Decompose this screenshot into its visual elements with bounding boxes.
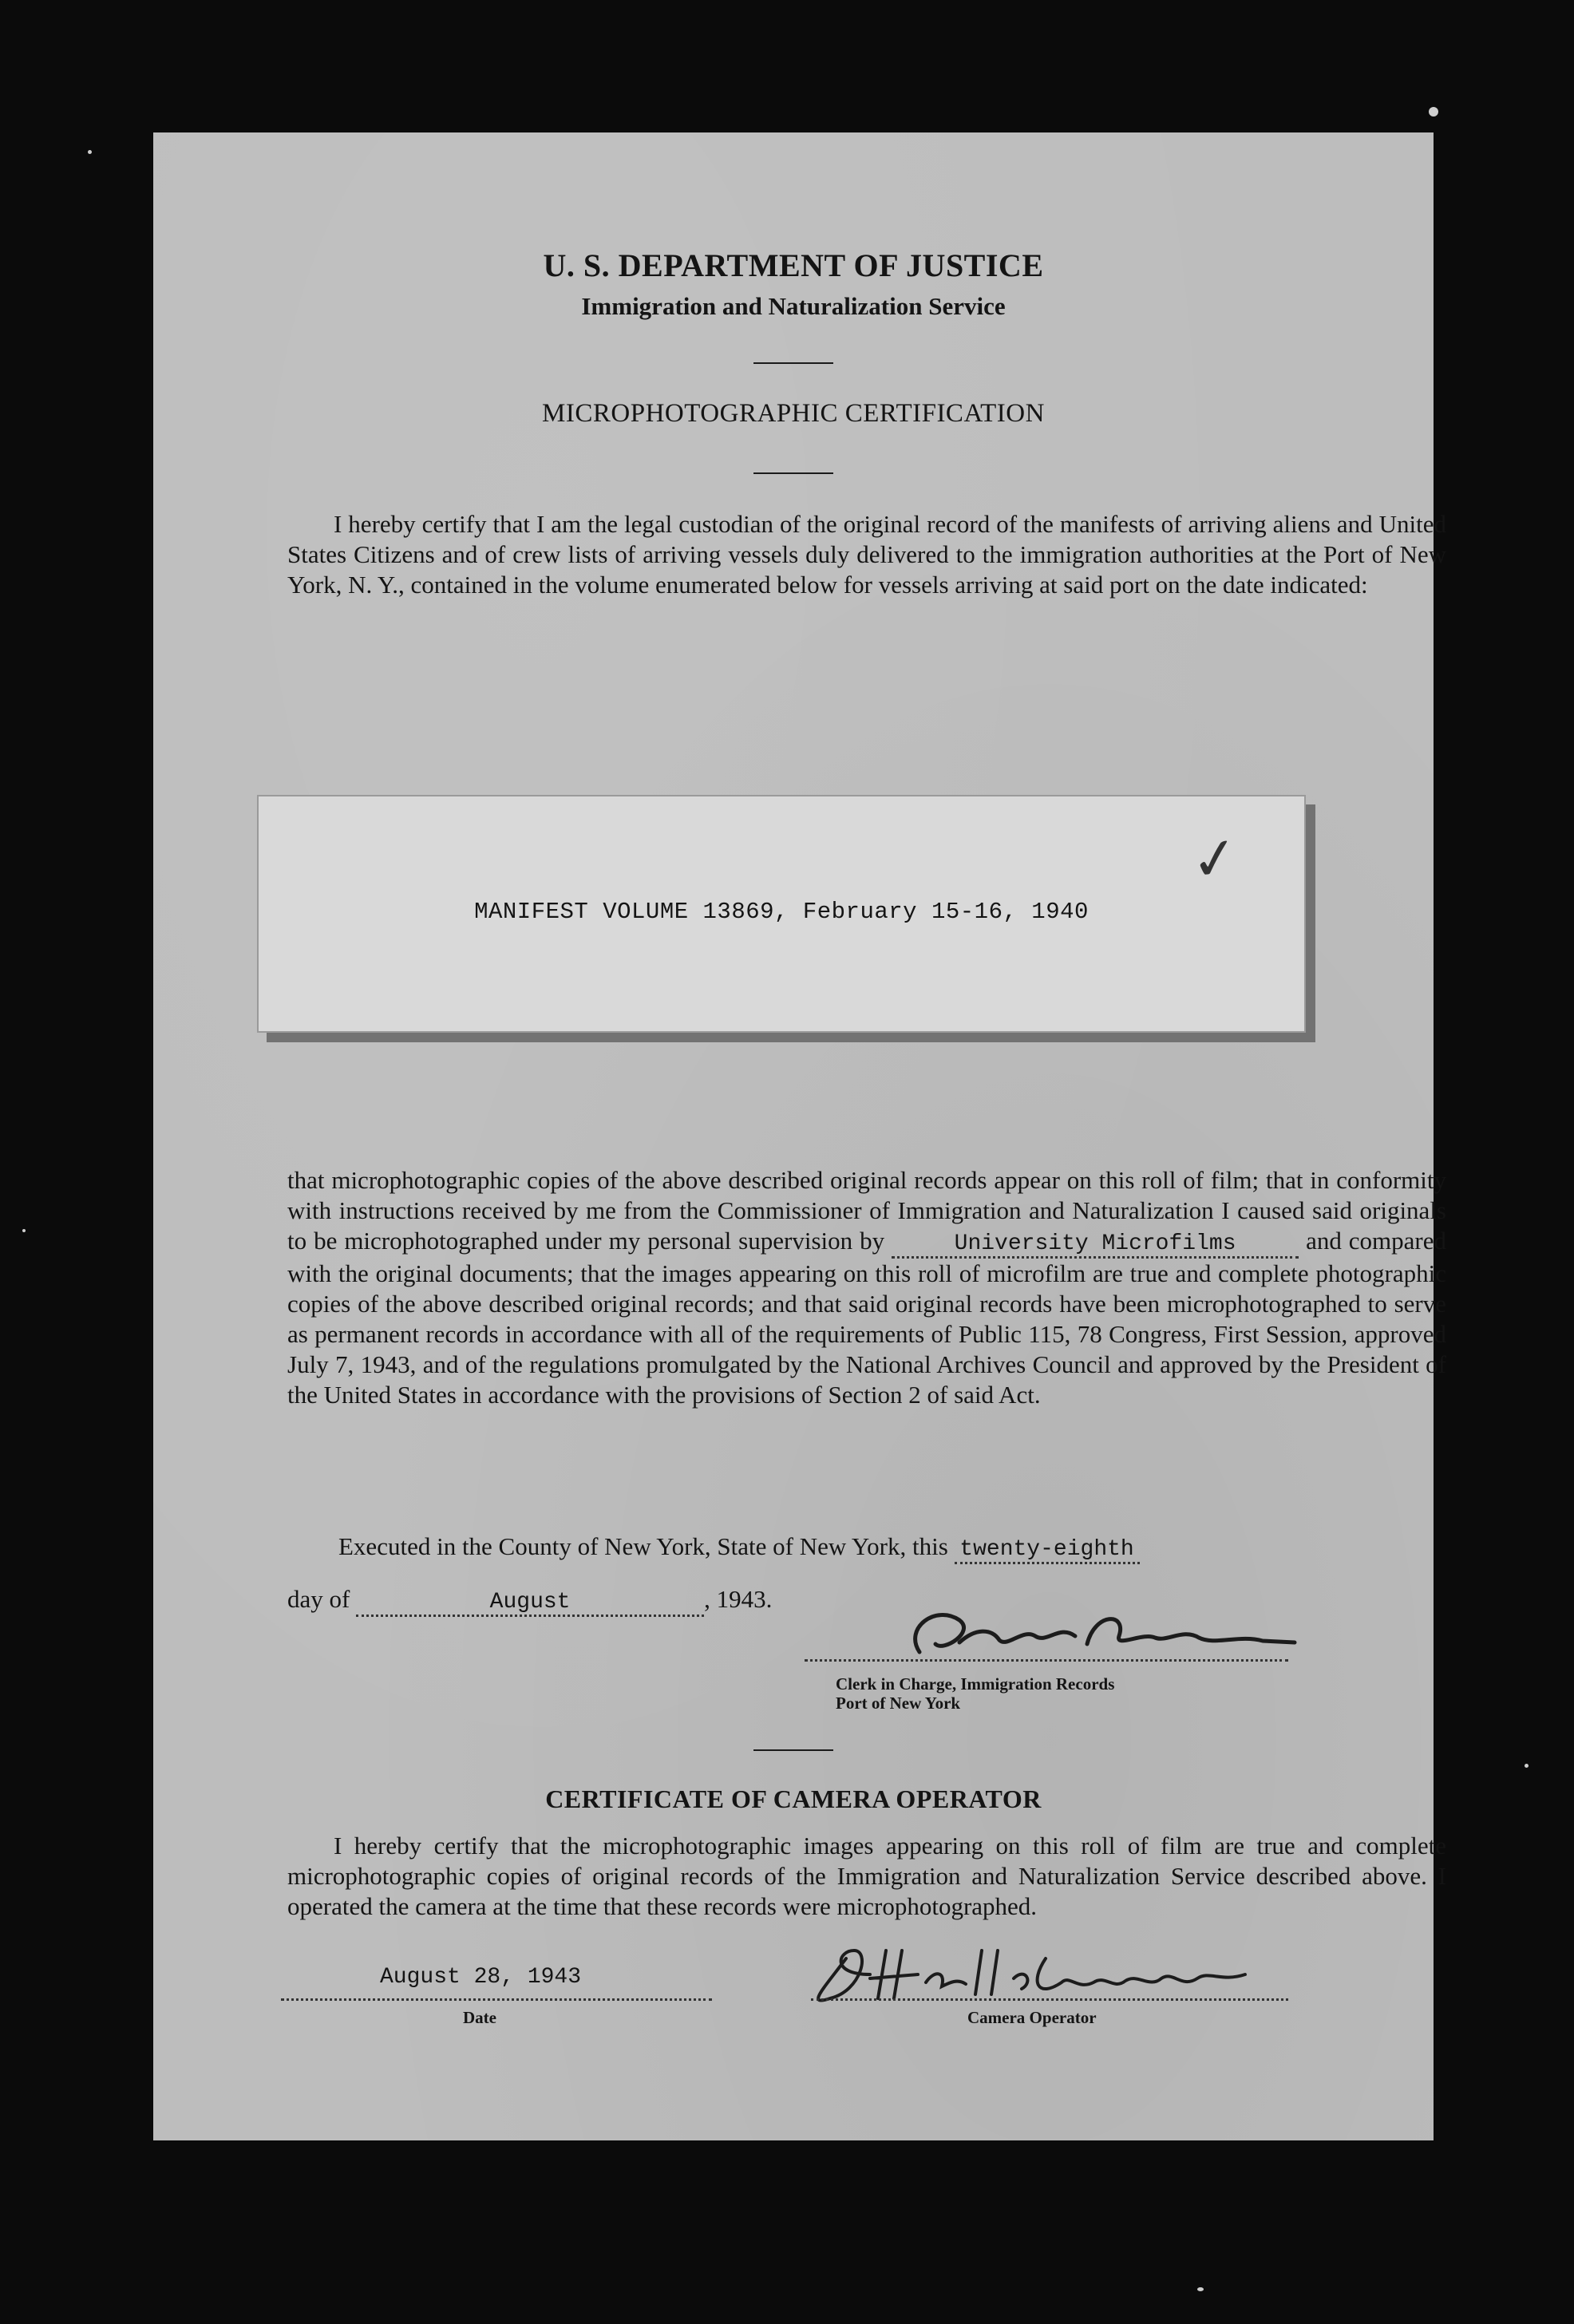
clerk-title-line1: Clerk in Charge, Immigration Records bbox=[836, 1674, 1115, 1694]
manifest-volume-text: MANIFEST VOLUME 13869, February 15-16, 1940 bbox=[474, 899, 1089, 925]
camera-date-value: August 28, 1943 bbox=[380, 1965, 582, 1990]
executed-line bbox=[338, 1532, 1140, 1564]
department-heading: U. S. DEPARTMENT OF JUSTICE bbox=[543, 247, 1044, 283]
body-text-part1: that microphotographic copies of the above described original records appear on this roll of film; that in conformity with instructions received by me from the Commissioner of Immigration and Naturalization I caused said originals to be microphotographed under my personal supervision by bbox=[287, 1166, 1446, 1255]
film-speck bbox=[22, 1229, 26, 1232]
clerk-signature bbox=[888, 1596, 1303, 1668]
executed-text: Executed in the County of New York, State of New York, this bbox=[338, 1532, 948, 1560]
manifest-volume-label bbox=[257, 795, 1306, 1033]
film-speck bbox=[1525, 1764, 1529, 1768]
service-subheading: Immigration and Naturalization Service bbox=[581, 292, 1006, 320]
divider-rule bbox=[753, 472, 833, 474]
year-prefix: , 194 bbox=[704, 1585, 754, 1613]
clerk-title bbox=[836, 1674, 1114, 1713]
day-of-label: day of bbox=[287, 1585, 350, 1613]
body-paragraph bbox=[287, 1165, 1446, 1410]
year-digit: 3 bbox=[753, 1585, 766, 1613]
year-suffix: . bbox=[765, 1585, 773, 1613]
camera-operator-signature bbox=[798, 1935, 1277, 2014]
certification-title: MICROPHOTOGRAPHIC CERTIFICATION bbox=[542, 399, 1045, 428]
month-field: August bbox=[356, 1591, 704, 1617]
operator-signature-line bbox=[811, 1998, 1288, 2001]
intro-text: I hereby certify that I am the legal custodian of the original record of the manifests of arriving aliens and United States Citizens and of crew lists of arriving vessels duly delivered to the immigration authorities at the Port of New York, N. Y., contained in the volume enumerated below for vessels arriving at said port on the date indicated: bbox=[287, 510, 1446, 599]
camera-operator-label: Camera Operator bbox=[967, 2008, 1097, 2027]
day-field: twenty-eighth bbox=[955, 1538, 1140, 1564]
film-speck bbox=[1197, 2287, 1204, 2291]
date-line-dots bbox=[281, 1998, 712, 2001]
certificate-page bbox=[153, 132, 1447, 2140]
filmed-by-field: University Microfilms bbox=[892, 1232, 1299, 1259]
intro-paragraph bbox=[287, 509, 1446, 600]
camera-paragraph bbox=[287, 1831, 1446, 1922]
date-label: Date bbox=[463, 2008, 496, 2027]
body-text bbox=[287, 1165, 1446, 1410]
divider-rule bbox=[753, 362, 833, 364]
divider-rule bbox=[753, 1749, 833, 1751]
date-line bbox=[287, 1585, 772, 1617]
camera-operator-title: CERTIFICATE OF CAMERA OPERATOR bbox=[545, 1785, 1042, 1813]
body-text-part2: and compared with the original documents; that the images appearing on this roll of microfilm are true and complete photographic copies of the above described original records; and that said original records have been microphotographed to serve as permanent records in accordance with all of the requirements of Public 115, 78 Congress, First Session, approved July 7, 1943, and of the regulations promulgated by the National Archives Council and approved by the President of the United States in accordance with the provisions of Section 2 of said Act. bbox=[287, 1227, 1447, 1409]
film-speck bbox=[88, 150, 92, 154]
camera-text: I hereby certify that the microphotographic images appearing on this roll of film are true and complete microphotographic copies of original records of the Immigration and Naturalization Service described above. I operated the camera at the time that these records were microphotographed. bbox=[287, 1832, 1446, 1920]
clerk-title-line2: Port of New York bbox=[836, 1694, 961, 1713]
check-mark-icon: ✓ bbox=[1186, 822, 1244, 895]
film-speck bbox=[1429, 107, 1438, 117]
clerk-signature-line bbox=[805, 1659, 1288, 1662]
